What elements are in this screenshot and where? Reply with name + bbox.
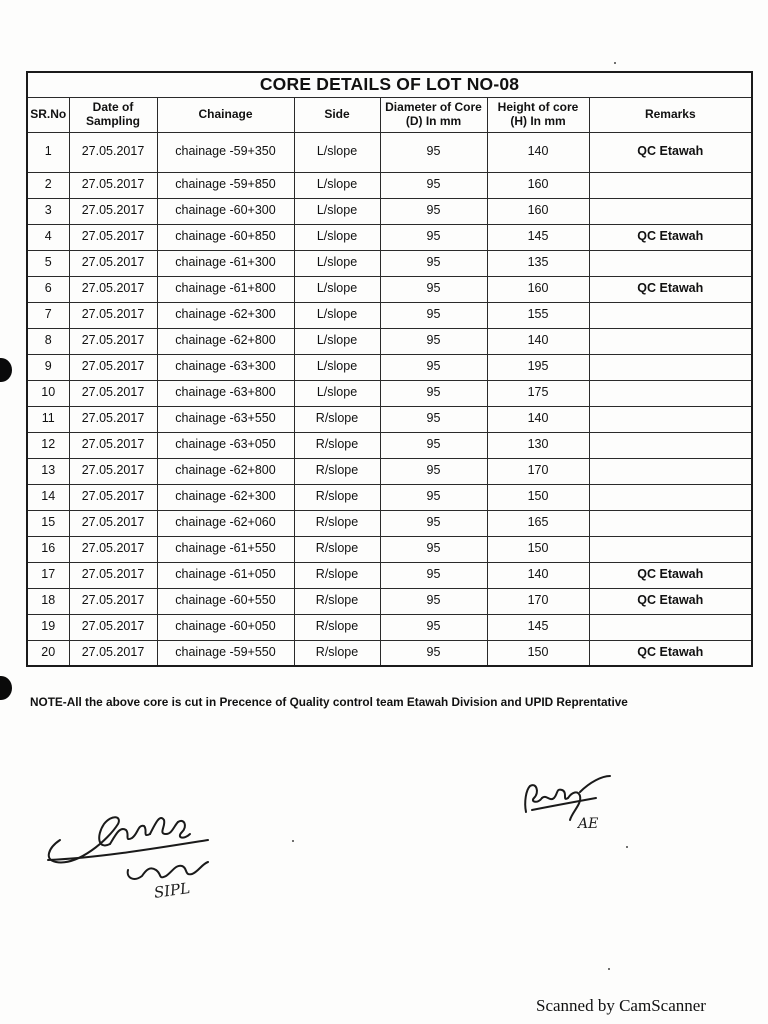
side-cell: L/slope <box>294 198 380 224</box>
side-cell: L/slope <box>294 302 380 328</box>
date-cell: 27.05.2017 <box>69 354 157 380</box>
side-cell: L/slope <box>294 276 380 302</box>
date-cell: 27.05.2017 <box>69 432 157 458</box>
height-cell: 155 <box>487 302 589 328</box>
sr-no-cell: 5 <box>27 250 69 276</box>
sr-no-cell: 12 <box>27 432 69 458</box>
date-cell: 27.05.2017 <box>69 132 157 172</box>
remarks-cell: QC Etawah <box>589 132 752 172</box>
side-cell: L/slope <box>294 250 380 276</box>
date-cell: 27.05.2017 <box>69 302 157 328</box>
remarks-cell: QC Etawah <box>589 588 752 614</box>
table-row <box>27 172 752 198</box>
remarks-cell <box>589 406 752 432</box>
diameter-cell: 95 <box>380 198 487 224</box>
column-header-chainage: Chainage <box>157 97 294 132</box>
remarks-cell <box>589 432 752 458</box>
remarks-cell <box>589 458 752 484</box>
column-header-sr-no: SR.No <box>27 97 69 132</box>
date-cell: 27.05.2017 <box>69 380 157 406</box>
diameter-cell: 95 <box>380 172 487 198</box>
left-signature-caption: SIPL <box>152 878 192 902</box>
side-cell: R/slope <box>294 484 380 510</box>
table-row <box>27 458 752 484</box>
chainage-cell: chainage -60+850 <box>157 224 294 250</box>
sr-no-cell: 11 <box>27 406 69 432</box>
height-cell: 140 <box>487 328 589 354</box>
height-cell: 170 <box>487 588 589 614</box>
table-row <box>27 510 752 536</box>
sr-no-cell: 18 <box>27 588 69 614</box>
height-cell: 130 <box>487 432 589 458</box>
height-cell: 135 <box>487 250 589 276</box>
chainage-cell: chainage -62+300 <box>157 302 294 328</box>
diameter-cell: 95 <box>380 354 487 380</box>
date-cell: 27.05.2017 <box>69 614 157 640</box>
sr-no-cell: 10 <box>27 380 69 406</box>
height-cell: 145 <box>487 614 589 640</box>
side-cell: R/slope <box>294 614 380 640</box>
side-cell: L/slope <box>294 380 380 406</box>
sr-no-cell: 3 <box>27 198 69 224</box>
scan-speck <box>292 840 294 842</box>
remarks-cell <box>589 510 752 536</box>
date-cell: 27.05.2017 <box>69 198 157 224</box>
side-cell: L/slope <box>294 224 380 250</box>
sr-no-cell: 6 <box>27 276 69 302</box>
diameter-cell: 95 <box>380 614 487 640</box>
column-header-diameter: Diameter of Core (D) In mm <box>380 97 487 132</box>
height-cell: 170 <box>487 458 589 484</box>
table-row <box>27 380 752 406</box>
height-cell: 160 <box>487 172 589 198</box>
diameter-cell: 95 <box>380 132 487 172</box>
remarks-cell <box>589 614 752 640</box>
date-cell: 27.05.2017 <box>69 458 157 484</box>
column-header-remarks: Remarks <box>589 97 752 132</box>
side-cell: L/slope <box>294 328 380 354</box>
sr-no-cell: 16 <box>27 536 69 562</box>
remarks-cell <box>589 328 752 354</box>
sr-no-cell: 20 <box>27 640 69 666</box>
side-cell: L/slope <box>294 132 380 172</box>
height-cell: 140 <box>487 562 589 588</box>
chainage-cell: chainage -63+050 <box>157 432 294 458</box>
chainage-cell: chainage -62+300 <box>157 484 294 510</box>
date-cell: 27.05.2017 <box>69 172 157 198</box>
date-cell: 27.05.2017 <box>69 224 157 250</box>
diameter-cell: 95 <box>380 328 487 354</box>
table-row <box>27 588 752 614</box>
side-cell: R/slope <box>294 640 380 666</box>
column-header-date: Date of Sampling <box>69 97 157 132</box>
remarks-cell: QC Etawah <box>589 224 752 250</box>
diameter-cell: 95 <box>380 432 487 458</box>
date-cell: 27.05.2017 <box>69 588 157 614</box>
side-cell: R/slope <box>294 588 380 614</box>
height-cell: 195 <box>487 354 589 380</box>
table-body <box>27 132 752 666</box>
height-cell: 165 <box>487 510 589 536</box>
date-cell: 27.05.2017 <box>69 562 157 588</box>
table-row <box>27 536 752 562</box>
side-cell: L/slope <box>294 354 380 380</box>
remarks-cell <box>589 380 752 406</box>
date-cell: 27.05.2017 <box>69 484 157 510</box>
core-details-table <box>26 71 753 667</box>
right-signature <box>512 768 622 838</box>
diameter-cell: 95 <box>380 406 487 432</box>
diameter-cell: 95 <box>380 640 487 666</box>
chainage-cell: chainage -59+350 <box>157 132 294 172</box>
table-row <box>27 432 752 458</box>
remarks-cell <box>589 536 752 562</box>
height-cell: 150 <box>487 640 589 666</box>
remarks-cell: QC Etawah <box>589 562 752 588</box>
table-row <box>27 224 752 250</box>
scan-speck <box>608 968 610 970</box>
chainage-cell: chainage -62+060 <box>157 510 294 536</box>
chainage-cell: chainage -63+300 <box>157 354 294 380</box>
date-cell: 27.05.2017 <box>69 640 157 666</box>
table-row <box>27 484 752 510</box>
chainage-cell: chainage -62+800 <box>157 328 294 354</box>
height-cell: 160 <box>487 198 589 224</box>
chainage-cell: chainage -61+800 <box>157 276 294 302</box>
sr-no-cell: 9 <box>27 354 69 380</box>
height-cell: 150 <box>487 484 589 510</box>
scan-speck <box>614 62 616 64</box>
table-row <box>27 640 752 666</box>
side-cell: R/slope <box>294 458 380 484</box>
diameter-cell: 95 <box>380 380 487 406</box>
scan-speck <box>626 846 628 848</box>
table-row <box>27 354 752 380</box>
diameter-cell: 95 <box>380 510 487 536</box>
column-header-side: Side <box>294 97 380 132</box>
table-row <box>27 328 752 354</box>
side-cell: R/slope <box>294 562 380 588</box>
remarks-cell <box>589 172 752 198</box>
date-cell: 27.05.2017 <box>69 328 157 354</box>
date-cell: 27.05.2017 <box>69 406 157 432</box>
diameter-cell: 95 <box>380 224 487 250</box>
side-cell: R/slope <box>294 406 380 432</box>
remarks-cell <box>589 302 752 328</box>
diameter-cell: 95 <box>380 588 487 614</box>
height-cell: 140 <box>487 406 589 432</box>
date-cell: 27.05.2017 <box>69 250 157 276</box>
side-cell: L/slope <box>294 172 380 198</box>
left-signature <box>38 800 228 910</box>
table-title: CORE DETAILS OF LOT NO-08 <box>27 72 752 97</box>
chainage-cell: chainage -59+850 <box>157 172 294 198</box>
sr-no-cell: 4 <box>27 224 69 250</box>
remarks-cell <box>589 250 752 276</box>
table-row <box>27 302 752 328</box>
height-cell: 140 <box>487 132 589 172</box>
height-cell: 150 <box>487 536 589 562</box>
chainage-cell: chainage -61+050 <box>157 562 294 588</box>
column-header-height: Height of core (H) In mm <box>487 97 589 132</box>
diameter-cell: 95 <box>380 250 487 276</box>
table-row <box>27 198 752 224</box>
punch-hole-upper <box>0 358 12 382</box>
remarks-cell <box>589 484 752 510</box>
remarks-cell: QC Etawah <box>589 640 752 666</box>
table-row <box>27 276 752 302</box>
table-header-row <box>27 97 752 132</box>
diameter-cell: 95 <box>380 276 487 302</box>
sr-no-cell: 13 <box>27 458 69 484</box>
scanner-watermark: Scanned by CamScanner <box>536 996 706 1015</box>
diameter-cell: 95 <box>380 458 487 484</box>
chainage-cell: chainage -59+550 <box>157 640 294 666</box>
date-cell: 27.05.2017 <box>69 510 157 536</box>
remarks-cell: QC Etawah <box>589 276 752 302</box>
chainage-cell: chainage -61+550 <box>157 536 294 562</box>
document-note: NOTE-All the above core is cut in Precence of Quality control team Etawah Division and UPID Reprentative <box>30 695 628 709</box>
chainage-cell: chainage -63+800 <box>157 380 294 406</box>
diameter-cell: 95 <box>380 302 487 328</box>
chainage-cell: chainage -62+800 <box>157 458 294 484</box>
chainage-cell: chainage -61+300 <box>157 250 294 276</box>
table-row <box>27 562 752 588</box>
side-cell: R/slope <box>294 432 380 458</box>
sr-no-cell: 17 <box>27 562 69 588</box>
sr-no-cell: 1 <box>27 132 69 172</box>
sr-no-cell: 2 <box>27 172 69 198</box>
chainage-cell: chainage -63+550 <box>157 406 294 432</box>
diameter-cell: 95 <box>380 536 487 562</box>
remarks-cell <box>589 198 752 224</box>
date-cell: 27.05.2017 <box>69 536 157 562</box>
sr-no-cell: 8 <box>27 328 69 354</box>
table-row <box>27 614 752 640</box>
date-cell: 27.05.2017 <box>69 276 157 302</box>
sr-no-cell: 19 <box>27 614 69 640</box>
right-signature-caption: AE <box>578 816 599 832</box>
sr-no-cell: 14 <box>27 484 69 510</box>
table-row <box>27 406 752 432</box>
height-cell: 145 <box>487 224 589 250</box>
remarks-cell <box>589 354 752 380</box>
chainage-cell: chainage -60+050 <box>157 614 294 640</box>
height-cell: 175 <box>487 380 589 406</box>
side-cell: R/slope <box>294 510 380 536</box>
diameter-cell: 95 <box>380 562 487 588</box>
height-cell: 160 <box>487 276 589 302</box>
punch-hole-lower <box>0 676 12 700</box>
chainage-cell: chainage -60+300 <box>157 198 294 224</box>
side-cell: R/slope <box>294 536 380 562</box>
table-row <box>27 250 752 276</box>
table-row <box>27 132 752 172</box>
diameter-cell: 95 <box>380 484 487 510</box>
chainage-cell: chainage -60+550 <box>157 588 294 614</box>
sr-no-cell: 15 <box>27 510 69 536</box>
sr-no-cell: 7 <box>27 302 69 328</box>
